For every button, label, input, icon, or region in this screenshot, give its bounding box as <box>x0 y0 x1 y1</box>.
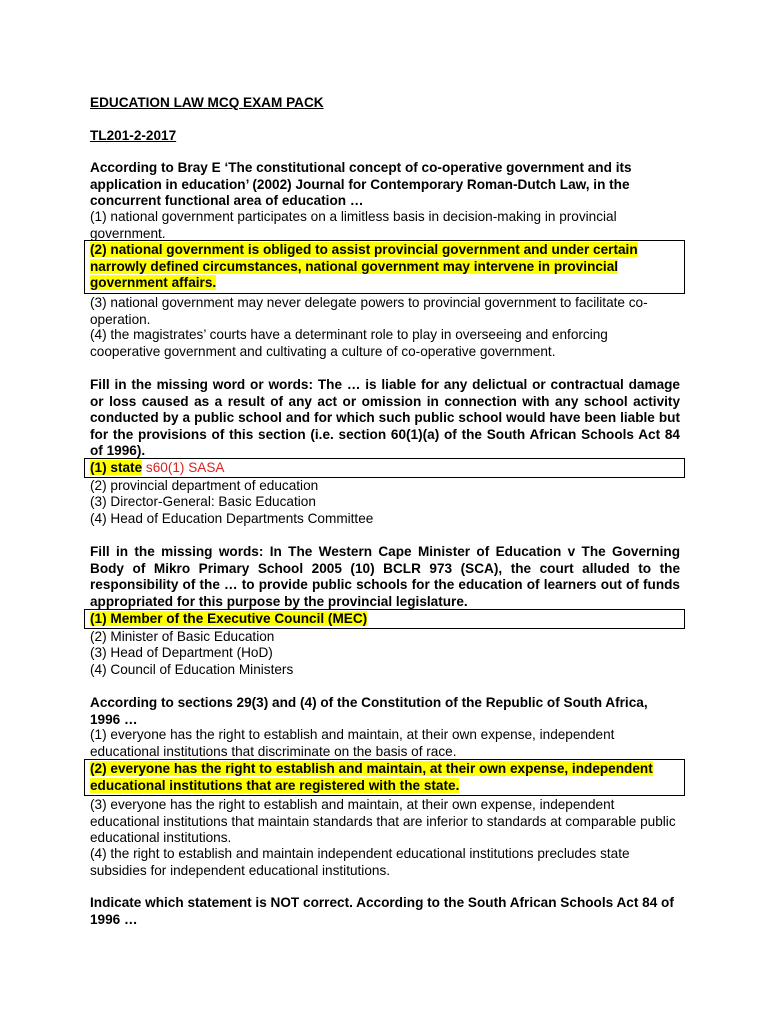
q1-option-4: (4) the magistrates’ courts have a determinant role to play in overseeing and enforcing cooperative government and cultivating a culture of co-operative government. <box>90 327 608 359</box>
q4-option-3: (3) everyone has the right to establish and maintain, at their own expense, independent educational institutions that maintain standards that are inferior to standards at comparable public educational institutions. <box>90 797 676 845</box>
q4-option-2-correct: (2) everyone has the right to establish and maintain, at their own expense, independent educational institutions that are registered with the state. <box>90 761 653 793</box>
question-4: According to sections 29(3) and (4) of the Constitution of the Republic of South Africa, 1996 … <box>90 695 648 727</box>
q2-answer-box <box>84 458 685 478</box>
doc-title: EDUCATION LAW MCQ EXAM PACK <box>90 95 324 110</box>
q3-answer-box <box>84 609 685 629</box>
q4-option-1: (1) everyone has the right to establish and maintain, at their own expense, independent educational institutions that discriminate on the basis of race. <box>90 727 615 759</box>
q2-option-1-note: s60(1) SASA <box>142 460 225 475</box>
q2-option-2: (2) provincial department of education <box>90 478 319 493</box>
q2-option-1-correct: (1) state <box>90 460 143 475</box>
question-2: Fill in the missing word or words: The … is liable for any delictual or contractual damage or loss caused as a result of any act or omission in connection with any school activity conducted by a public school and for which such public school would have been liable but for the provisions of this section (i.e. section 60(1)(a) of the South African Schools Act 84 of 1996). <box>90 377 680 458</box>
q2-option-3: (3) Director-General: Basic Education <box>90 494 316 509</box>
q1-option-1: (1) national government participates on a limitless basis in decision-making in provincial government. <box>90 209 617 241</box>
question-1: According to Bray E ‘The constitutional concept of co-operative government and its application in education’ (2002) Journal for Contemporary Roman-Dutch Law, in the concurrent functional area of education … <box>90 160 632 208</box>
q3-option-1-correct: (1) Member of the Executive Council (MEC) <box>90 611 368 626</box>
q3-option-3: (3) Head of Department (HoD) <box>90 645 273 660</box>
q3-option-2: (2) Minister of Basic Education <box>90 629 275 644</box>
q3-option-4: (4) Council of Education Ministers <box>90 662 294 677</box>
question-5: Indicate which statement is NOT correct. According to the South African Schools Act 84 of 1996 … <box>90 895 674 927</box>
doc-code: TL201-2-2017 <box>90 128 177 143</box>
q4-answer-box <box>84 759 685 796</box>
q1-option-2-correct: (2) national government is obliged to assist provincial government and under certain narrowly defined circumstances, national government may intervene in provincial government affairs. <box>90 242 638 290</box>
q4-option-4: (4) the right to establish and maintain independent educational institutions precludes state subsidies for independent educational institutions. <box>90 846 630 878</box>
q1-option-3: (3) national government may never delegate powers to provincial government to facilitate co-operation. <box>90 295 648 327</box>
q1-answer-box <box>84 240 685 294</box>
question-3: Fill in the missing words: In The Western Cape Minister of Education v The Governing Body of Mikro Primary School 2005 (10) BCLR 973 (SCA), the court alluded to the responsibility of the … to provide public schools for the education of learners out of funds appropriated for this purpose by the provincial legislature. <box>90 544 680 609</box>
q2-option-4: (4) Head of Education Departments Committee <box>90 511 374 526</box>
